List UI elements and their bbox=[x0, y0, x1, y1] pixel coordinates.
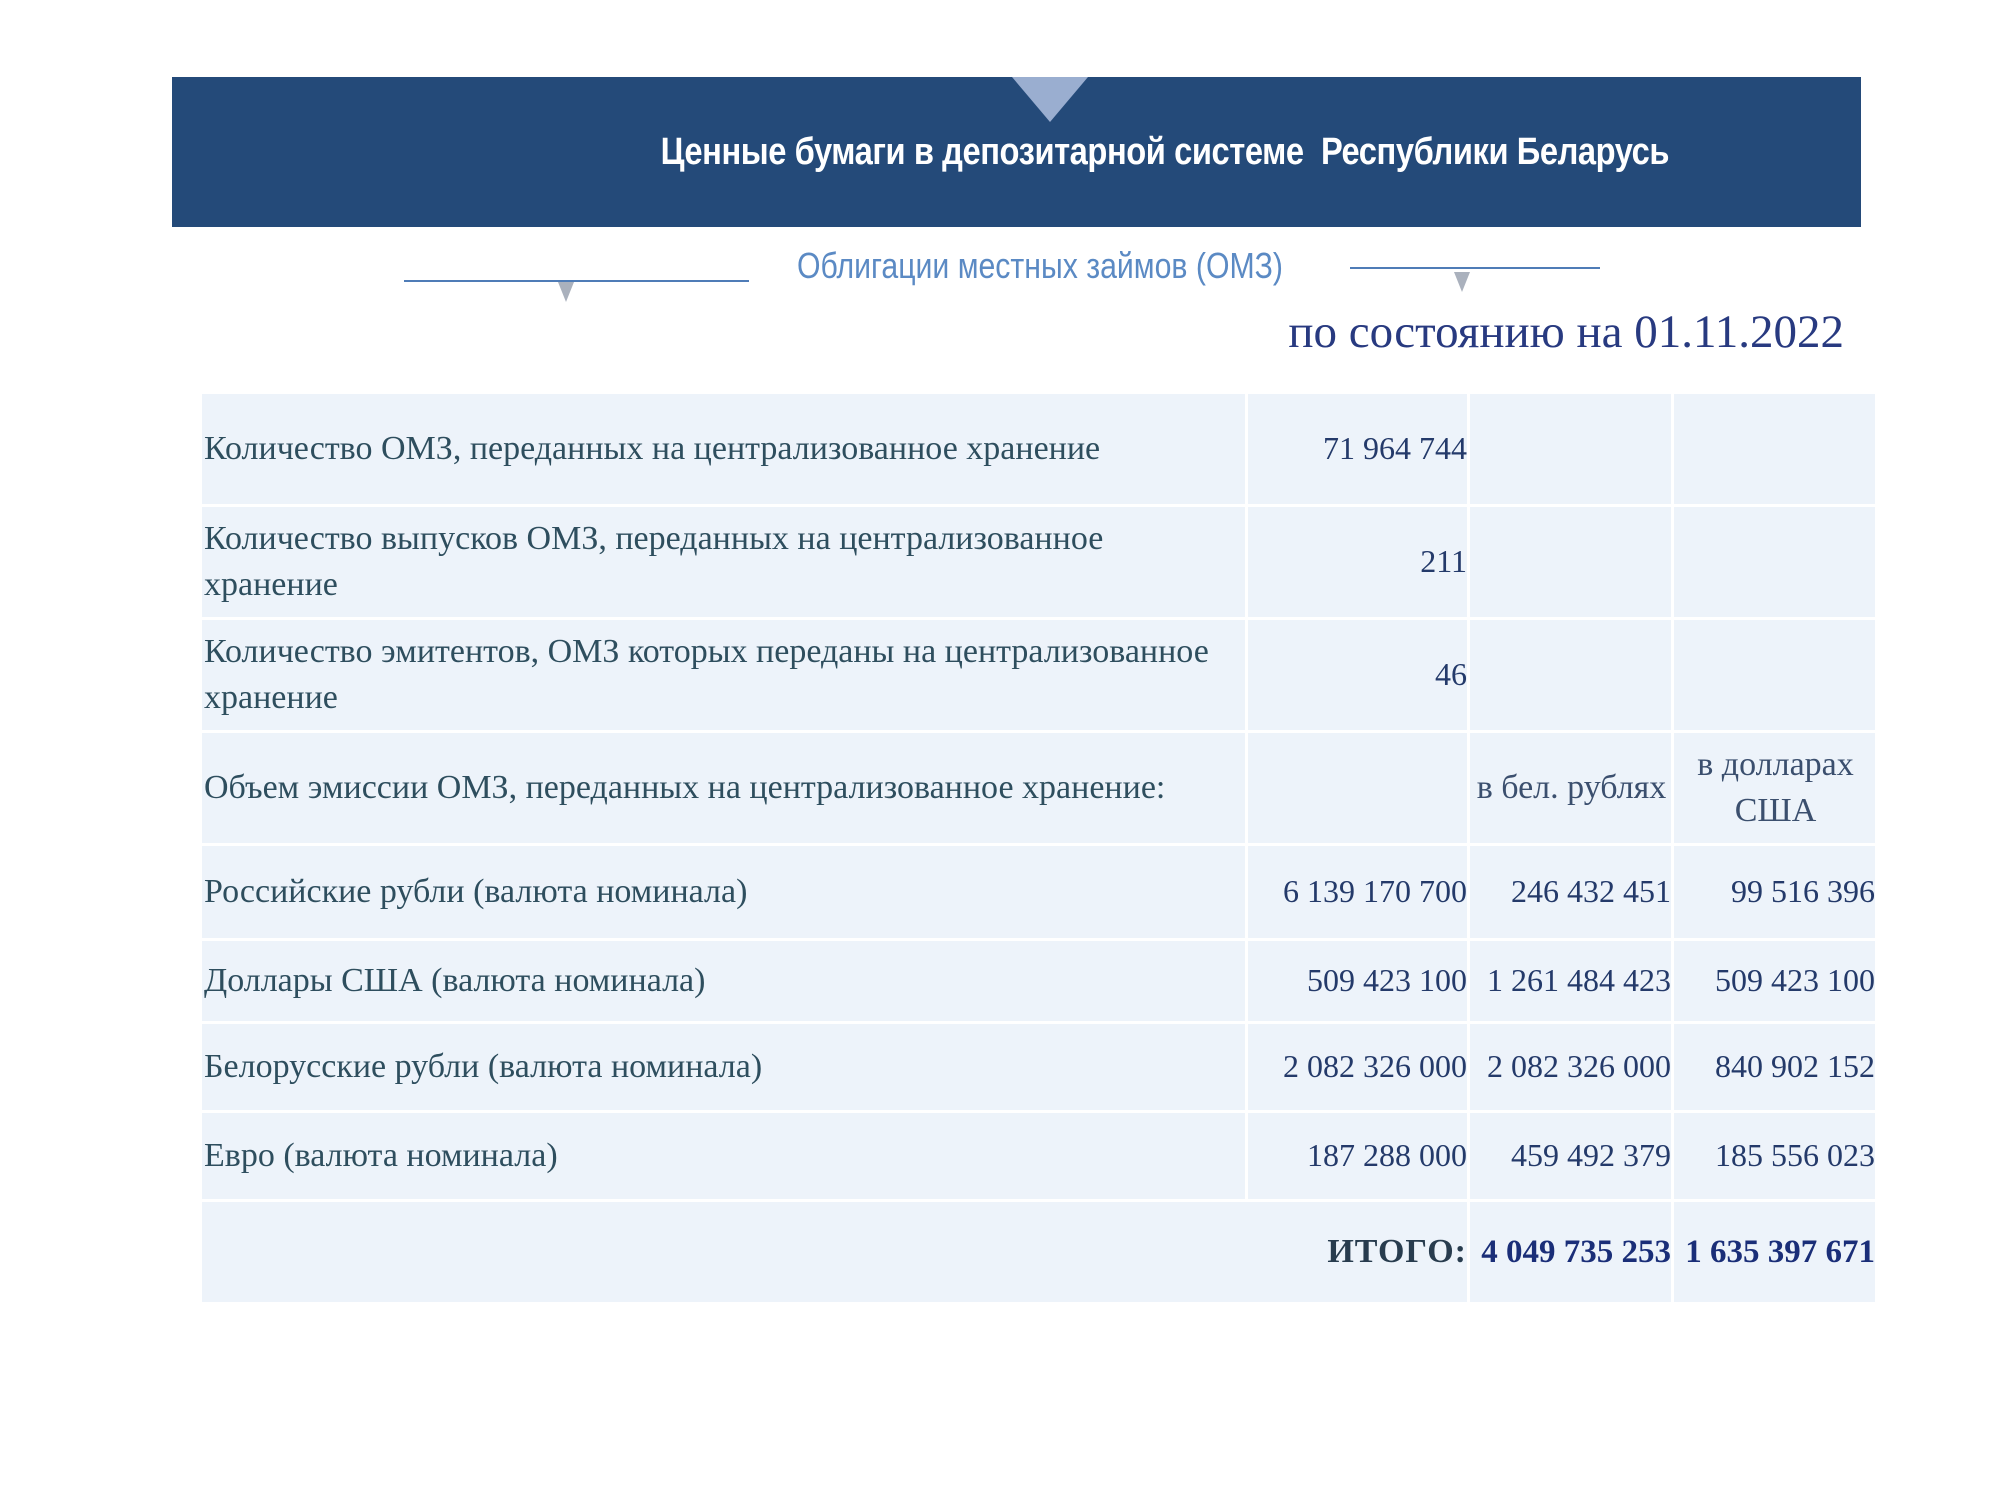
byn-value: 2 082 326 000 bbox=[1470, 1024, 1671, 1110]
usd-value: 185 556 023 bbox=[1674, 1113, 1875, 1199]
row-label: Количество выпусков ОМЗ, переданных на централизованное хранение bbox=[202, 507, 1245, 617]
table-row bbox=[202, 1113, 1875, 1199]
nominal-value: 2 082 326 000 bbox=[1248, 1024, 1467, 1110]
byn-value: 246 432 451 bbox=[1470, 846, 1671, 938]
arrow-down-icon bbox=[558, 282, 574, 302]
nominal-value: 46 bbox=[1248, 620, 1467, 730]
nominal-value: 211 bbox=[1248, 507, 1467, 617]
table-row bbox=[202, 1024, 1875, 1110]
total-usd-value: 1 635 397 671 bbox=[1674, 1202, 1875, 1302]
usd-value: 840 902 152 bbox=[1674, 1024, 1875, 1110]
byn-column-header: в бел. рублях bbox=[1470, 733, 1671, 843]
byn-value: 1 261 484 423 bbox=[1470, 941, 1671, 1021]
nominal-value: 187 288 000 bbox=[1248, 1113, 1467, 1199]
table-row bbox=[202, 733, 1875, 843]
byn-value bbox=[1470, 507, 1671, 617]
table-row bbox=[202, 941, 1875, 1021]
usd-value bbox=[1674, 394, 1875, 504]
usd-column-header: в долларах США bbox=[1674, 733, 1875, 843]
report-date: по состоянию на 01.11.2022 bbox=[1288, 306, 1844, 358]
byn-value: 459 492 379 bbox=[1470, 1113, 1671, 1199]
table-row bbox=[202, 507, 1875, 617]
subtitle-left-rule bbox=[404, 280, 749, 282]
securities-table bbox=[199, 391, 1878, 1305]
byn-value bbox=[1470, 394, 1671, 504]
table-row bbox=[202, 394, 1875, 504]
usd-value: 509 423 100 bbox=[1674, 941, 1875, 1021]
usd-value bbox=[1674, 620, 1875, 730]
subtitle-right-rule bbox=[1350, 267, 1600, 269]
nominal-value bbox=[1248, 733, 1467, 843]
nominal-value: 6 139 170 700 bbox=[1248, 846, 1467, 938]
row-label: Доллары США (валюта номинала) bbox=[202, 941, 1245, 1021]
total-row bbox=[202, 1202, 1875, 1302]
nominal-value: 71 964 744 bbox=[1248, 394, 1467, 504]
row-label: Евро (валюта номинала) bbox=[202, 1113, 1245, 1199]
section-subtitle: Облигации местных займов (ОМЗ) bbox=[796, 245, 1284, 286]
arrow-down-icon bbox=[1454, 272, 1470, 292]
row-label: Количество ОМЗ, переданных на централизованное хранение bbox=[202, 394, 1245, 504]
byn-value bbox=[1470, 620, 1671, 730]
page-title: Ценные бумаги в депозитарной системе Республики Беларусь bbox=[660, 130, 1670, 173]
row-label: Российские рубли (валюта номинала) bbox=[202, 846, 1245, 938]
table-row bbox=[202, 846, 1875, 938]
row-label: Количество эмитентов, ОМЗ которых переданы на централизованное хранение bbox=[202, 620, 1245, 730]
table-row bbox=[202, 620, 1875, 730]
total-label: ИТОГО: bbox=[202, 1202, 1467, 1302]
nominal-value: 509 423 100 bbox=[1248, 941, 1467, 1021]
total-byn-value: 4 049 735 253 bbox=[1470, 1202, 1671, 1302]
usd-value: 99 516 396 bbox=[1674, 846, 1875, 938]
row-label: Объем эмиссии ОМЗ, переданных на централизованное хранение: bbox=[202, 733, 1245, 843]
usd-value bbox=[1674, 507, 1875, 617]
row-label: Белорусские рубли (валюта номинала) bbox=[202, 1024, 1245, 1110]
